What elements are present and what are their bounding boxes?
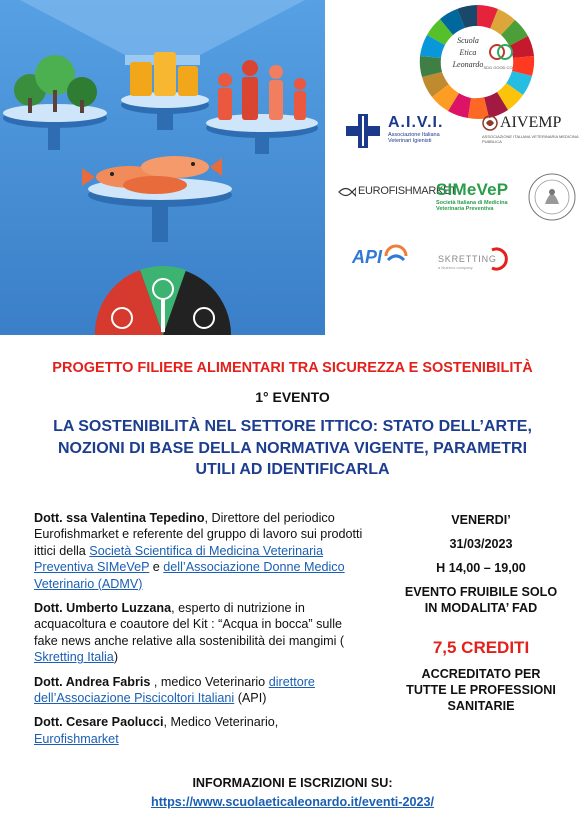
speaker-text: , medico Veterinario (150, 674, 269, 689)
api-link[interactable]: direttore dell’Associazione Piscicoltori Italiani (34, 674, 315, 706)
speaker-text: , Direttore del periodico Eurofishmarket e referente del gruppo di lavoro sui prodotti ittici della (34, 511, 363, 558)
event-details (386, 512, 576, 714)
scuola-etica-leonardo-logo (418, 3, 536, 121)
caduceus-cross-icon (346, 114, 380, 148)
event-date: 31/03/2023 (449, 537, 513, 551)
event-title-line2: NOZIONI DI BASE DELLA NORMATIVA VIGENTE, PARAMETRI (57, 439, 528, 457)
event-label: 1° EVENTO (255, 389, 330, 405)
aivemp-logo (482, 112, 582, 142)
speaker-name: Dott. Andrea Fabris (34, 674, 151, 689)
sustainability-illustration (0, 0, 325, 335)
eurofishmarket-name: EUROFISHMARKET (358, 185, 457, 197)
wave-fish-icon (382, 242, 410, 270)
accreditation-line2: TUTTE LE PROFESSIONI (406, 683, 556, 697)
speaker-text: ) (113, 650, 119, 665)
speaker-text: e (149, 560, 164, 575)
speaker-item (34, 674, 364, 707)
sdg-line1: Scuola (457, 36, 479, 45)
aivemp-name: AIVEMP (500, 114, 562, 131)
speaker-item (34, 714, 364, 747)
event-title (20, 416, 565, 481)
speaker-name: Dott. Umberto Luzzana (34, 601, 172, 616)
eurofishmarket-logo (338, 182, 457, 204)
speaker-item (34, 600, 364, 666)
event-day: VENERDI’ (451, 513, 511, 527)
aivemp-emblem-icon (482, 115, 498, 131)
speaker-text: (API) (234, 691, 267, 706)
sdg-line2: Etica (459, 48, 477, 57)
event-mode-line2: IN MODALITA’ FAD (424, 601, 538, 615)
simevep-link[interactable]: Società Scientifica di Medicina Veterinaria Preventiva SIMeVeP (34, 543, 324, 575)
speaker-text: , Medico Veterinario, (163, 715, 279, 730)
api-logo (352, 242, 410, 270)
simevep-logo (436, 180, 520, 216)
aivi-name: A.I.V.I. (388, 114, 444, 131)
event-title-line1: LA SOSTENIBILITÀ NEL SETTORE ITTICO: STATO DELL’ARTE, (53, 418, 532, 435)
speakers-list (34, 510, 364, 755)
speaker-name: Dott. Cesare Paolucci (34, 715, 164, 730)
skretting-name: SKRETTING (438, 254, 497, 264)
eurofishmarket-link[interactable]: Eurofishmarket (34, 731, 119, 746)
fish-outline-icon (338, 185, 356, 199)
event-mode-line1: EVENTO FRUIBILE SOLO (404, 585, 558, 599)
aivi-logo (346, 108, 446, 148)
skretting-swirl-icon (488, 246, 510, 272)
sdg-line3: Leonardo (452, 60, 484, 69)
aivi-sub: Associazione Italiana Veterinari Igienisti (388, 132, 440, 144)
skretting-sub: a Nutreco company (438, 265, 473, 270)
accreditation-line1: ACCREDITATO PER (421, 667, 541, 681)
api-name: API (352, 247, 383, 267)
info-label: INFORMAZIONI E ISCRIZIONI SU: (192, 776, 393, 790)
registration-link[interactable]: https://www.scuolaeticaleonardo.it/eventi-2023/ (151, 795, 434, 809)
speaker-item (34, 510, 364, 592)
project-title: PROGETTO FILIERE ALIMENTARI TRA SICUREZZA E SOSTENIBILITÀ (52, 360, 533, 376)
sdg-tag: SDG GOOD CO (483, 65, 513, 70)
simevep-sub2: Veterinaria Preventiva (436, 206, 494, 212)
event-time: H 14,00 – 19,00 (436, 561, 526, 575)
credits-badge: 7,5 CREDITI (432, 638, 530, 657)
skretting-logo (438, 246, 508, 272)
simevep-sub1: Società Italiana di Medicina (436, 200, 508, 206)
speaker-text: , esperto di nutrizione in acquacoltura e coautore del Kit : “Acqua in bocca” sulle fake news anche relative alla sostenibilità dei mangimi ( (34, 601, 345, 648)
accreditation-line3: SANITARIE (447, 699, 515, 713)
event-title-line3: UTILI AD IDENTIFICARLA (195, 461, 390, 478)
skretting-link[interactable]: Skretting Italia (34, 650, 114, 665)
simevep-name: SIMeVeP (436, 180, 509, 199)
admv-link[interactable]: dell’Associazione Donne Medico Veterinario (ADMV) (34, 560, 345, 591)
admv-seal-logo (527, 172, 577, 222)
speaker-name: Dott. ssa Valentina Tepedino (34, 511, 205, 525)
aivemp-sub: ASSOCIAZIONE ITALIANA VETERINARIA MEDICINA PUBBLICA (482, 134, 579, 144)
